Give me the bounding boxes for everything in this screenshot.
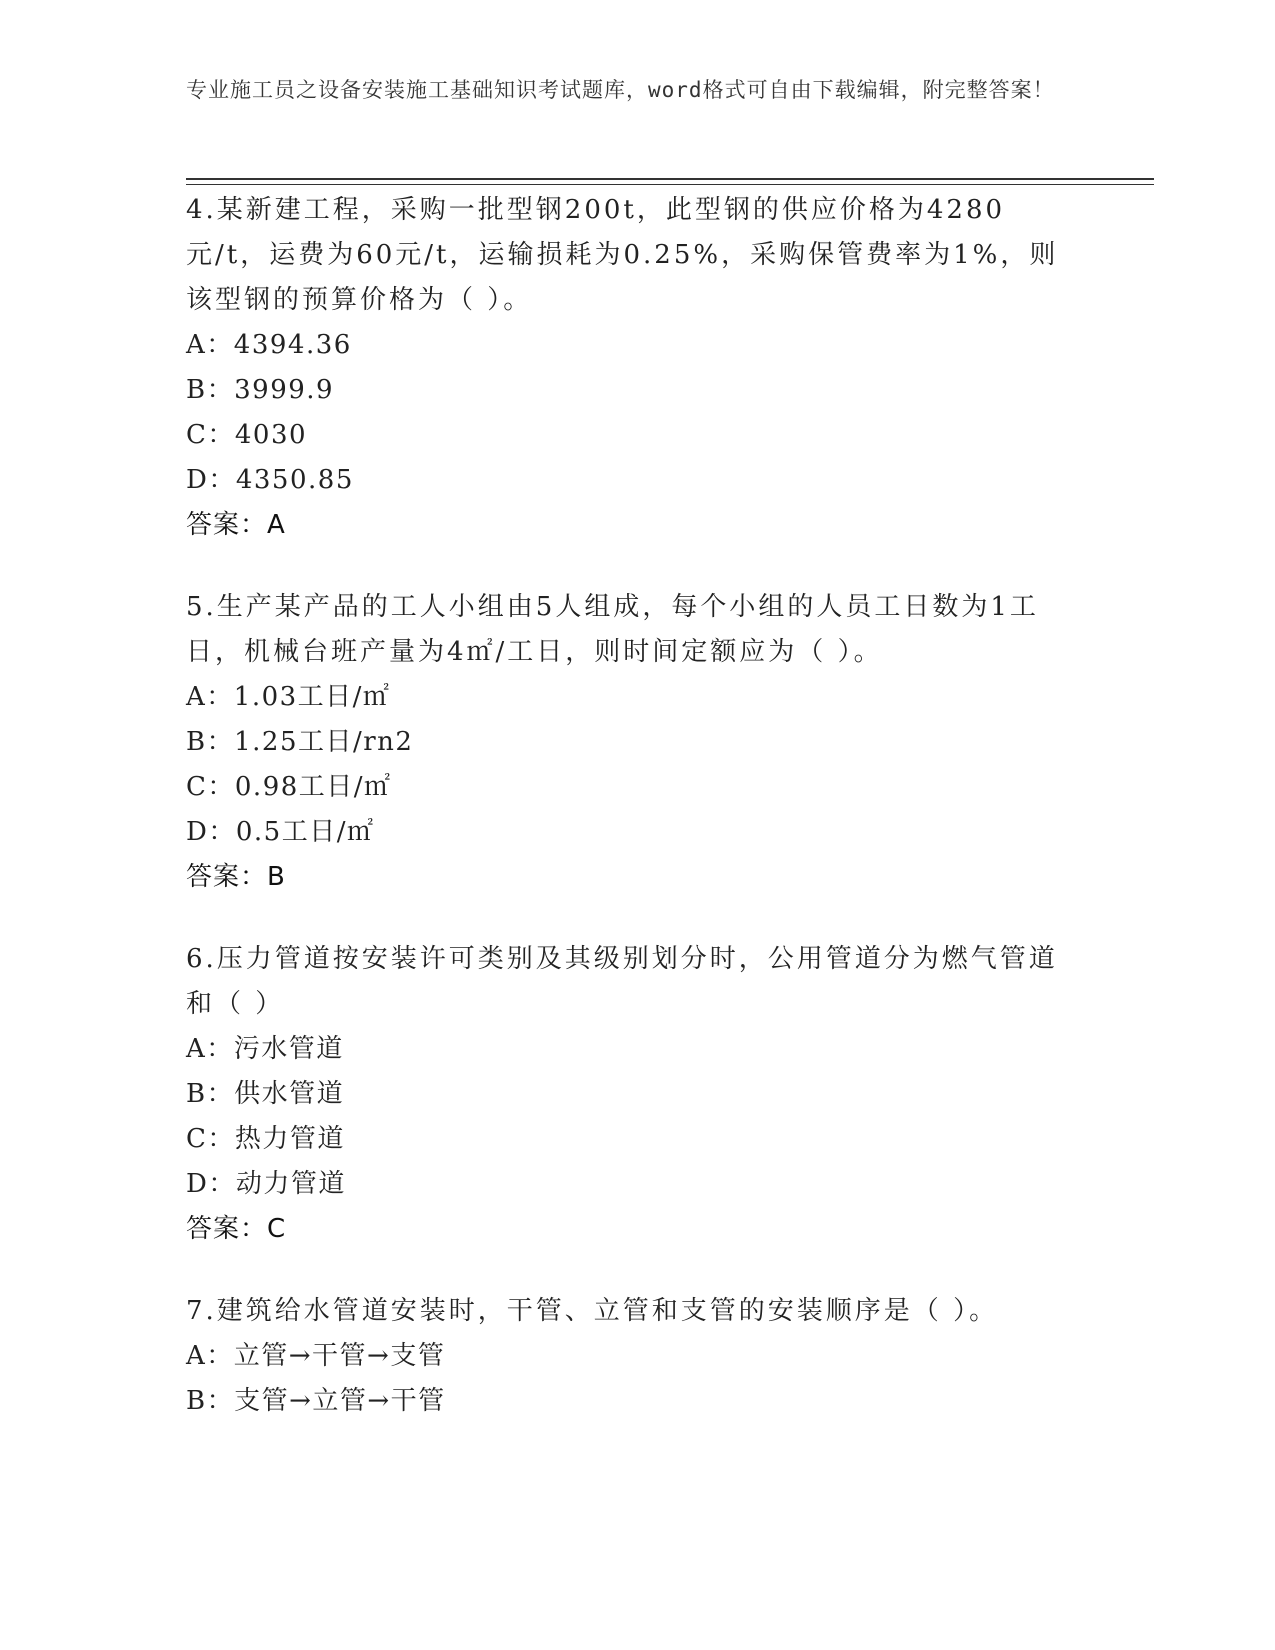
document-header [186,74,1066,107]
question-7 [186,1289,1066,1424]
answer-label: 答案：B [186,862,286,892]
option-d: D：0.5工日/㎡ [186,817,375,847]
option-b: B：供水管道 [186,1079,345,1109]
question-5 [186,585,1066,900]
question-stem: 6.压力管道按安装许可类别及其级别划分时，公用管道分为燃气管道和（ ） [186,944,1058,1019]
question-6 [186,937,1066,1252]
header-divider-thin [186,184,1154,185]
option-d: D：动力管道 [186,1169,346,1199]
option-b: B：3999.9 [186,375,335,405]
answer-label: 答案：C [186,1214,287,1244]
question-stem: 7.建筑给水管道安装时，干管、立管和支管的安装顺序是（ ）。 [186,1296,999,1326]
document-title: 专业施工员之设备安装施工基础知识考试题库，word格式可自由下载编辑，附完整答案！ [186,78,1055,102]
option-a: A：4394.36 [186,330,352,360]
option-d: D：4350.85 [186,465,354,495]
option-a: A：污水管道 [186,1034,344,1064]
option-a: A：1.03工日/㎡ [186,682,391,712]
question-4 [186,188,1066,548]
option-b: B：支管→立管→干管 [186,1386,446,1416]
question-stem: 5.生产某产品的工人小组由5人组成，每个小组的人员工日数为1工日，机械台班产量为4㎡/工日，则时间定额应为（ ）。 [186,592,1039,667]
header-divider-thick [186,178,1154,180]
question-list [186,188,1066,1461]
question-stem: 4.某新建工程，采购一批型钢200t，此型钢的供应价格为4280元/t，运费为60元/t，运输损耗为0.25%，采购保管费率为1%，则该型钢的预算价格为（ ）。 [186,195,1059,315]
option-c: C：4030 [186,420,308,450]
option-c: C：热力管道 [186,1124,345,1154]
option-a: A：立管→干管→支管 [186,1341,446,1371]
answer-label: 答案：A [186,510,286,540]
option-b: B：1.25工日/rn2 [186,727,414,757]
option-c: C：0.98工日/㎡ [186,772,392,802]
